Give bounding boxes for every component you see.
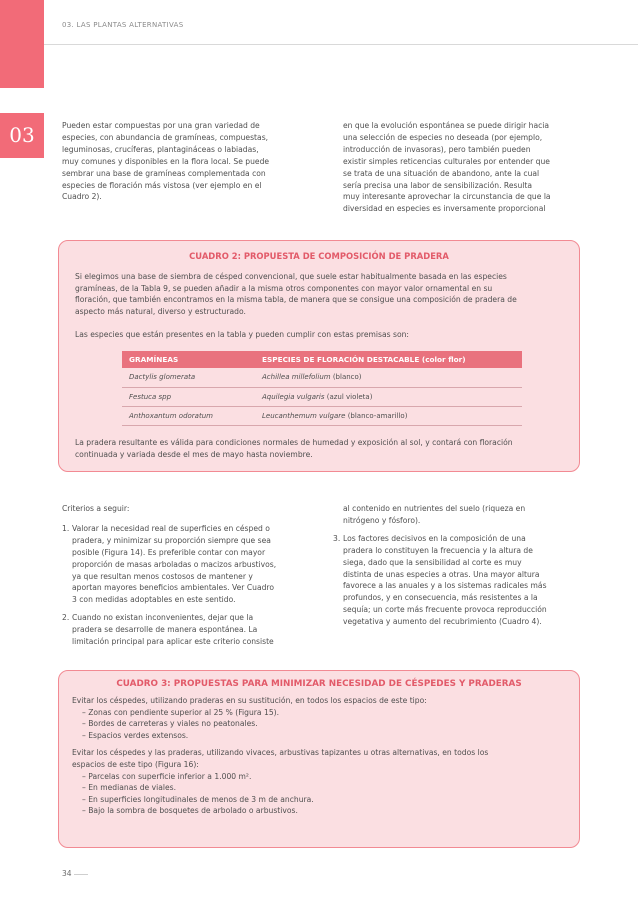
table-row — [122, 406, 522, 425]
text-line: favorece a las anuales y a los sistemas radicales más — [343, 581, 547, 591]
species-table — [122, 351, 522, 426]
text-line: aspecto más natural, diverso y estructurado. — [75, 306, 246, 316]
cuadro-3-content — [72, 695, 567, 817]
species-name: Achillea millefolium — [262, 373, 331, 382]
text-line: Cuando no existan inconvenientes, dejar que la — [72, 613, 254, 623]
text-line: Evitar los céspedes, utilizando praderas en su sustitución, en todos los espacios de este tipo: — [72, 696, 427, 705]
table-row — [122, 387, 522, 406]
list-number: 1. — [62, 523, 70, 533]
text-line: existir simples reticencias culturales por entender que — [343, 156, 550, 166]
text-line: Evitar los céspedes y las praderas, utilizando vivaces, arbustivas tapizantes u otras alternativas, en todos los — [72, 748, 489, 758]
list-number: 2. — [62, 613, 70, 623]
criterios-heading: Criterios a seguir: — [62, 504, 130, 513]
table-header-row — [122, 351, 522, 368]
cuadro-2-paragraph-1 — [75, 271, 565, 317]
text-line: muy comunes y disponibles en la flora local. Se puede — [62, 156, 270, 166]
header-divider — [44, 44, 638, 45]
table-header-gramineas: GRAMÍNEAS — [122, 351, 255, 368]
text-line: nitrógeno y fósforo). — [343, 515, 421, 525]
table-row — [122, 368, 522, 387]
species-name: Leucanthemum vulgare — [262, 411, 346, 420]
text-line: espacios de este tipo (Figura 16): — [72, 759, 199, 769]
text-line: limitación principal para aplicar este criterio consiste — [72, 637, 274, 647]
text-line: se trata de una situación de abandono, ante la cual — [343, 168, 540, 178]
list-item: – Bajo la sombra de bosquetes de arbolado o arbustivos. — [82, 806, 298, 816]
text-line: floración, que también encontramos en la misma tabla, de manera que se consigue una composición de pradera de — [75, 295, 517, 305]
text-line: siega, dado que la sensibilidad al corte es muy — [343, 557, 522, 567]
list-item — [62, 612, 307, 648]
list-item: – Parcelas con superficie inferior a 1.000 m². — [82, 771, 252, 781]
list-item: – Bordes de carreteras y viales no peatonales. — [82, 719, 258, 729]
text-line: leguminosas, crucíferas, plantagináceas o labiadas, — [62, 144, 259, 154]
text-line: Si elegimos una base de siembra de césped convencional, que suele estar habitualmente basada en las especies — [75, 272, 507, 281]
list-number: 3. — [333, 533, 341, 543]
text-line: sequía; un corte más frecuente provoca reproducción — [343, 605, 547, 615]
cuadro-2-box — [58, 240, 580, 472]
text-line: pradera lo constituyen la frecuencia y la altura de — [343, 545, 533, 555]
text-line: pradera, y minimizar su proporción siempre que sea — [72, 535, 271, 545]
text-line: Los factores decisivos en la composición de una — [343, 533, 526, 543]
flower-color: (blanco) — [332, 373, 362, 382]
text-line: Cuadro 2). — [62, 192, 102, 202]
list-item — [62, 523, 307, 606]
cuadro-2-paragraph-3 — [75, 437, 565, 460]
text-line: sería precisa una labor de sensibilización. Resulta — [343, 180, 533, 190]
list-item: – En medianas de viales. — [82, 783, 177, 793]
chapter-tab-decoration — [0, 0, 44, 88]
list-item: – Espacios verdes extensos. — [82, 730, 189, 740]
text-line: diversidad en especies es inversamente proporcional — [343, 204, 546, 214]
graminea-cell: Dactylis glomerata — [122, 368, 255, 387]
intro-paragraph-right — [343, 120, 579, 215]
text-line: pradera se desarrolle de manera espontánea. La — [72, 625, 258, 635]
cuadro-2-paragraph-2: Las especies que están presentes en la tabla y pueden cumplir con estas premisas son: — [75, 330, 409, 339]
text-line: una selección de especies no deseada (por ejemplo, — [343, 132, 543, 142]
text-line: Pueden estar compuestas por una gran variedad de — [62, 121, 260, 130]
text-line: aportan mayores beneficios ambientales. Ver Cuadro — [72, 583, 275, 593]
text-line: especies de floración más vistosa (ver ejemplo en el — [62, 180, 262, 190]
text-line: 3 con medidas adoptables en este sentido. — [72, 595, 236, 605]
text-line: ya que resultan menos costosos de mantener y — [72, 571, 253, 581]
cuadro-3-title: CUADRO 3: PROPUESTAS PARA MINIMIZAR NECESIDAD DE CÉSPEDES Y PRADERAS — [116, 679, 522, 689]
intro-paragraph-left — [62, 120, 302, 203]
page-number-rule — [74, 874, 88, 875]
text-line: muy interesante aprovechar la circunstancia de que la — [343, 192, 551, 202]
graminea-cell: Festuca spp — [122, 387, 255, 406]
text-line: continuada y variada desde el mes de mayo hasta noviembre. — [75, 449, 313, 459]
text-line: posible (Figura 14). Es preferible contar con mayor — [72, 547, 266, 557]
text-line: sembrar una base de gramíneas complementada con — [62, 168, 266, 178]
graminea-cell: Anthoxantum odoratum — [122, 406, 255, 425]
text-line: vegetativa y aumento del recubrimiento (Cuadro 4). — [343, 617, 542, 627]
text-line: introducción de invasoras), pero también pueden — [343, 144, 531, 154]
section-title: 03. LAS PLANTAS ALTERNATIVAS — [62, 21, 184, 29]
list-item-continuation — [333, 503, 581, 527]
table-header-especies: ESPECIES DE FLORACIÓN DESTACABLE (color flor) — [255, 351, 522, 368]
text-line: en que la evolución espontánea se puede dirigir hacia — [343, 121, 550, 130]
text-line: La pradera resultante es válida para condiciones normales de humedad y exposición al sol, y contará con floración — [75, 438, 513, 447]
text-line: proporción de masas arboladas o macizos arbustivos, — [72, 559, 277, 569]
page-number: 34 — [62, 869, 72, 878]
list-item: – Zonas con pendiente superior al 25 % (Figura 15). — [82, 707, 280, 717]
flower-color: (blanco-amarillo) — [347, 411, 408, 420]
text-line: profundos, y en consecuencia, más resistentes a la — [343, 593, 538, 603]
text-line: distinta de unas especies a otras. Una mayor altura — [343, 569, 540, 579]
text-line: gramíneas, de la Tabla 9, se pueden añadir a la misma otros componentes con mayor valor ornamental en su — [75, 283, 493, 293]
species-cell — [255, 368, 522, 387]
criterios-column-right — [333, 503, 581, 628]
species-cell — [255, 387, 522, 406]
text-line: Valorar la necesidad real de superficies en césped o — [72, 523, 270, 533]
chapter-number-badge: 03 — [0, 113, 44, 158]
cuadro-3-box — [58, 670, 580, 848]
flower-color: (azul violeta) — [326, 392, 373, 401]
list-item: – En superficies longitudinales de menos de 3 m de anchura. — [82, 794, 314, 804]
list-item — [333, 533, 581, 628]
species-name: Aquilegia vulgaris — [262, 392, 325, 401]
text-line: especies, con abundancia de gramíneas, compuestas, — [62, 132, 269, 142]
species-cell — [255, 406, 522, 425]
text-line: al contenido en nutrientes del suelo (riqueza en — [343, 504, 526, 513]
criterios-column-left — [62, 503, 307, 648]
cuadro-2-title: CUADRO 2: PROPUESTA DE COMPOSICIÓN DE PRADERA — [189, 251, 449, 261]
